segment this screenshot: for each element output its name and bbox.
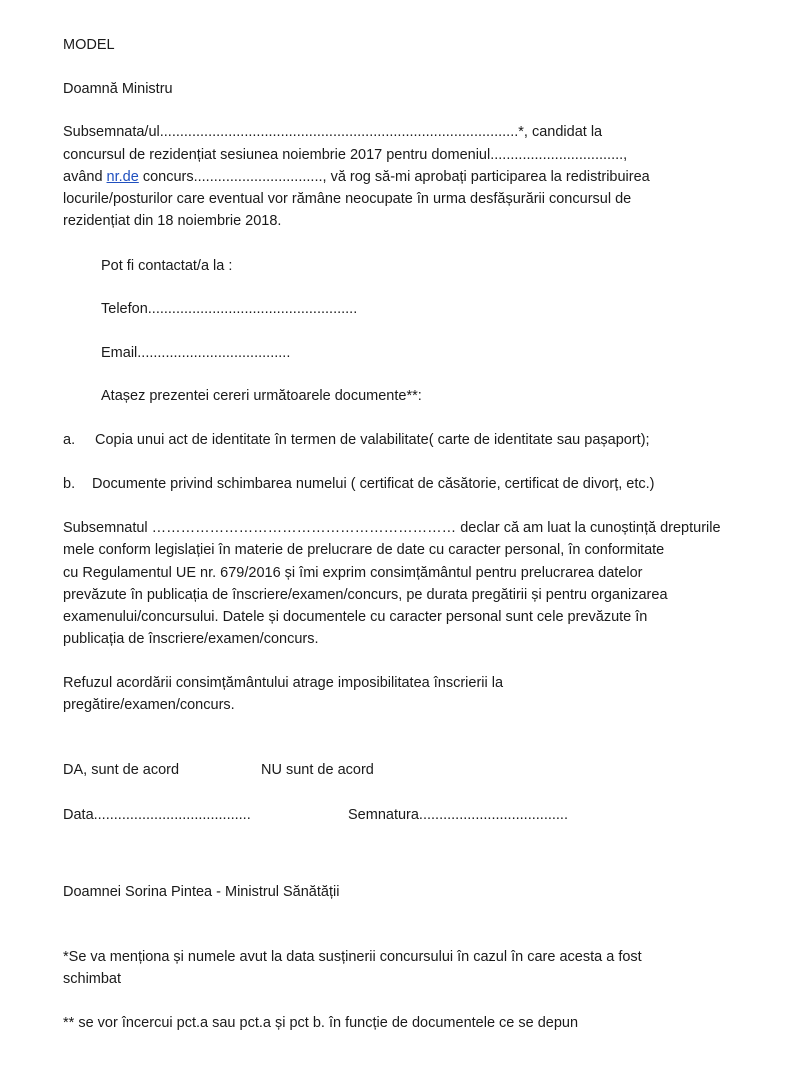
contact-intro: Pot fi contactat/a la : [101, 258, 233, 274]
document-item-a-marker: a. [63, 432, 76, 448]
nr-de-link[interactable]: nr.de [106, 169, 139, 185]
consent-line: prevăzute în publicația de înscriere/examen/concurs, pe durata pregătirii și pentru organizarea [63, 587, 668, 603]
footnote-2: ** se vor încercui pct.a sau pct.a și pct b. în funcție de documentele ce se depun [63, 1015, 579, 1031]
footnote-1-continuation: schimbat [63, 971, 122, 987]
document-item-a: Copia unui act de identitate în termen de valabilitate( carte de identitate sau pașaport); [95, 432, 650, 448]
model-label: MODEL [63, 37, 115, 53]
document-item-b-marker: b. [63, 476, 76, 492]
request-line: Subsemnata/ul.........................................................................................*, candidat la [63, 124, 603, 140]
request-line [63, 167, 650, 187]
email-field: Email...................................... [101, 345, 291, 361]
agreement-yes-option: DA, sunt de acord [63, 762, 180, 778]
request-line-suffix: concurs................................, vă rog să-mi aprobați participarea la redistribuirea [138, 169, 650, 185]
addressee: Doamnei Sorina Pintea - Ministrul Sănătății [63, 884, 340, 900]
signature-field: Semnatura..................................... [348, 807, 568, 823]
consent-line: examenului/concursului. Datele și documentele cu caracter personal sunt cele prevăzute în [63, 609, 648, 625]
consent-line: mele conform legislației în materie de prelucrare de date cu caracter personal, în conformitate [63, 542, 665, 558]
request-line: locurile/posturilor care eventual vor rămâne neocupate în urma desfășurării concursul de [63, 191, 632, 207]
greeting: Doamnă Ministru [63, 81, 173, 97]
documents-intro: Atașez prezentei cereri următoarele documente**: [101, 388, 422, 404]
consent-line: publicația de înscriere/examen/concurs. [63, 631, 319, 647]
refusal-line: Refuzul acordării consimțământului atrage imposibilitatea înscrierii la [63, 675, 504, 691]
consent-line: cu Regulamentul UE nr. 679/2016 și îmi exprim consimțământul pentru prelucrarea datelor [63, 565, 643, 581]
agreement-no-option: NU sunt de acord [261, 762, 374, 778]
document-item-b: Documente privind schimbarea numelui ( certificat de căsătorie, certificat de divorț, etc.) [92, 476, 655, 492]
refusal-line: pregătire/examen/concurs. [63, 697, 235, 713]
footnote-1: *Se va menționa și numele avut la data susținerii concursului în cazul în care acesta a fost [63, 949, 642, 965]
request-line: concursul de rezidențiat sesiunea noiembrie 2017 pentru domeniul................................., [63, 147, 628, 163]
request-line-prefix: având [63, 169, 107, 185]
date-field: Data....................................... [63, 807, 251, 823]
consent-line: Subsemnatul ……………………………………………………… declar că am luat la cunoștință drepturile [63, 520, 721, 536]
phone-field: Telefon.................................................... [101, 301, 358, 317]
request-line: rezidențiat din 18 noiembrie 2018. [63, 213, 282, 229]
